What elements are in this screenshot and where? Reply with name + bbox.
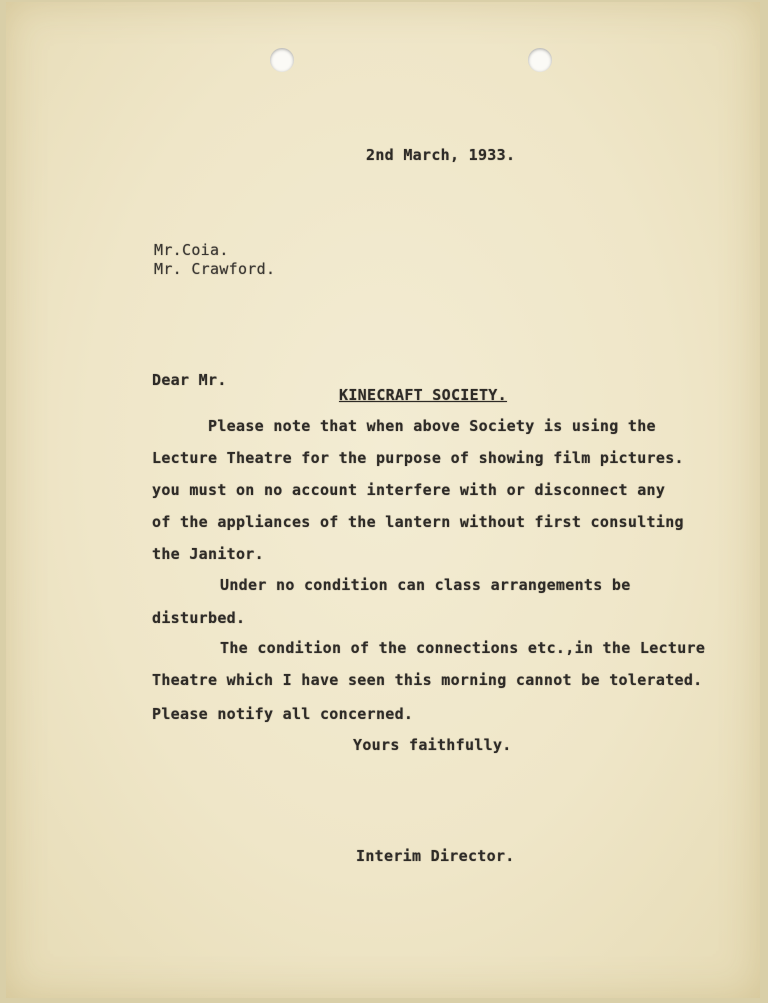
body-line: of the appliances of the lantern without first consulting bbox=[152, 513, 684, 531]
letter-page bbox=[6, 2, 760, 998]
body-line: Lecture Theatre for the purpose of showing film pictures. bbox=[152, 449, 684, 467]
subject-heading: KINECRAFT SOCIETY. bbox=[339, 386, 507, 404]
recipient-1: Mr.Coia. bbox=[154, 241, 229, 259]
body-line: Please notify all concerned. bbox=[152, 705, 414, 723]
recipient-2: Mr. Crawford. bbox=[154, 260, 276, 278]
closing: Yours faithfully. bbox=[353, 736, 512, 754]
salutation: Dear Mr. bbox=[152, 371, 227, 389]
body-line: The condition of the connections etc.,in the Lecture bbox=[220, 639, 706, 657]
body-line: disturbed. bbox=[152, 609, 246, 627]
letter-date: 2nd March, 1933. bbox=[366, 146, 516, 164]
signature-title: Interim Director. bbox=[356, 847, 515, 865]
body-line: Please note that when above Society is using the bbox=[208, 417, 656, 435]
body-line: Under no condition can class arrangements be bbox=[220, 576, 631, 594]
punch-hole-left bbox=[270, 48, 294, 72]
body-line: you must on no account interfere with or disconnect any bbox=[152, 481, 666, 499]
punch-hole-right bbox=[528, 48, 552, 72]
body-line: the Janitor. bbox=[152, 545, 264, 563]
body-line: Theatre which I have seen this morning cannot be tolerated. bbox=[152, 671, 703, 689]
